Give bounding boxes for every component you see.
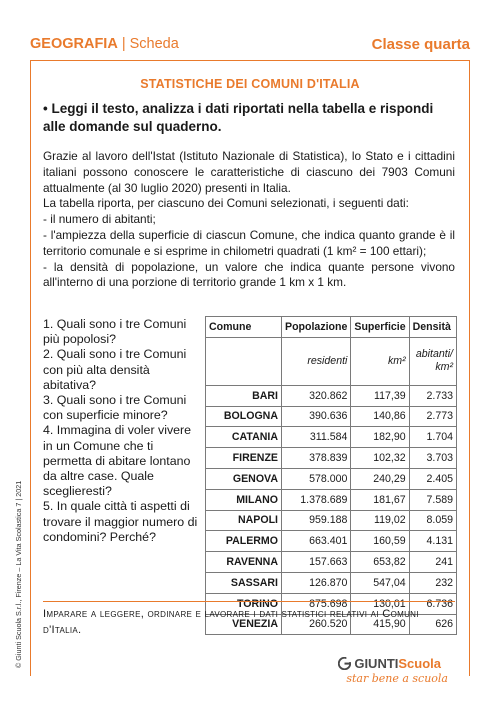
value-cell: 126.870 [282,572,351,593]
column-header-popolazione: Popolazione [282,317,351,338]
logo-main-text: GIUNTI [354,656,399,671]
table-row [206,489,457,510]
value-cell: 240,29 [351,468,409,489]
city-name-cell: BOLOGNA [206,406,282,427]
value-cell: 378.839 [282,448,351,469]
value-cell: 130,01 [351,593,409,614]
table-row [206,552,457,573]
value-cell: 181,67 [351,489,409,510]
instruction-text: • Leggi il testo, analizza i dati riportati nella tabella e rispondi alle domande sul quaderno. [43,101,434,134]
question-item: 2. Quali sono i tre Comuni con più alta densità abitativa? [43,347,187,392]
value-cell: 117,39 [351,385,409,406]
unit-cell [206,337,282,385]
value-cell: 311.584 [282,427,351,448]
value-cell: 1.704 [409,427,456,448]
statistics-table [205,316,457,635]
value-cell: 182,90 [351,427,409,448]
publisher-logo [338,656,448,685]
city-name-cell: PALERMO [206,531,282,552]
copyright-credit: © Giunti Scuola S.r.l., Firenze – La Vita Scolastica 7 | 2021 [14,480,23,668]
divider [43,601,455,602]
table-row [206,510,457,531]
value-cell: 260.520 [282,614,351,635]
value-cell: 241 [409,552,456,573]
city-name-cell: RAVENNA [206,552,282,573]
value-cell: 959.188 [282,510,351,531]
unit-cell: km² [351,337,409,385]
table-row [206,406,457,427]
city-name-cell: MILANO [206,489,282,510]
value-cell: 2.773 [409,406,456,427]
column-header-superficie: Superficie [351,317,409,338]
intro-paragraph: - la densità di popolazione, un valore che indica quante persone vivono all'interno di una porzione di territorio grande 1 km x 1 km. [43,259,455,290]
value-cell: 8.059 [409,510,456,531]
table-row [206,448,457,469]
value-cell: 7.589 [409,489,456,510]
table-row [206,427,457,448]
value-cell: 653,82 [351,552,409,573]
city-name-cell: BARI [206,385,282,406]
unit-cell: residenti [282,337,351,385]
value-cell: 4.131 [409,531,456,552]
value-cell: 1.378.689 [282,489,351,510]
subject-label: GEOGRAFIA [30,36,118,52]
sheet-type-label: Scheda [129,36,179,52]
header-subject [30,36,179,52]
value-cell: 160,59 [351,531,409,552]
worksheet-title: STATISTICHE DEI COMUNI D'ITALIA [140,77,360,91]
logo-wordmark [338,656,448,671]
value-cell: 390.636 [282,406,351,427]
city-name-cell: FIRENZE [206,448,282,469]
logo-tagline: star bene a scuola [346,672,448,685]
city-name-cell: CATANIA [206,427,282,448]
table-row [206,572,457,593]
question-item: 4. Immagina di voler vivere in un Comune che ti permetta di abitare lontano da altre case. Quale sceglieresti? [43,423,192,499]
value-cell: 102,32 [351,448,409,469]
city-name-cell: SASSARI [206,572,282,593]
table-row [206,531,457,552]
table-units-row [206,337,457,385]
value-cell: 6.736 [409,593,456,614]
question-item: 1. Quali sono i tre Comuni più popolosi? [43,317,187,347]
question-item: 3. Quali sono i tre Comuni con superficie minore? [43,393,187,423]
table-row [206,385,457,406]
question-item: 5. In quale città ti aspetti di trovare il maggior numero di condomini? Perché? [43,499,198,544]
value-cell: 2.733 [409,385,456,406]
unit-cell: abitanti/ km² [409,337,456,385]
questions-list [43,317,203,545]
column-header-densita: Densità [409,317,456,338]
city-name-cell: VENEZIA [206,614,282,635]
table-header-row [206,317,457,338]
city-name-cell: NAPOLI [206,510,282,531]
value-cell: 119,02 [351,510,409,531]
learning-objective: Imparare a leggere, ordinare e lavorare i dati statistici relativi ai Comuni d'Italia. [43,608,419,636]
value-cell: 320.862 [282,385,351,406]
table-row [206,468,457,489]
city-name-cell: GENOVA [206,468,282,489]
column-header-comune: Comune [206,317,282,338]
city-name-cell: TORINO [206,593,282,614]
value-cell: 232 [409,572,456,593]
value-cell: 663.401 [282,531,351,552]
header-separator: | [121,36,126,52]
worksheet-frame [30,60,470,676]
value-cell: 626 [409,614,456,635]
value-cell: 3.703 [409,448,456,469]
value-cell: 875.698 [282,593,351,614]
intro-paragraph: La tabella riporta, per ciascuno dei Comuni selezionati, i seguenti dati: [43,196,409,211]
value-cell: 140,86 [351,406,409,427]
value-cell: 547,04 [351,572,409,593]
value-cell: 2.405 [409,468,456,489]
giunti-g-icon [338,657,351,670]
value-cell: 578.000 [282,468,351,489]
page-header [30,34,470,54]
intro-paragraph: - l'ampiezza della superficie di ciascun Comune, che indica quanto grande è il territorio comunale e si esprime in chilometri quadrati (1 km² = 100 ettari); [43,227,455,258]
intro-paragraph: Grazie al lavoro dell'Istat (Istituto Nazionale di Statistica), lo Stato e i cittadini italiani possono conoscere le caratteristiche di ciascuno dei 7903 Comuni attualmente (al 30 luglio 2020) presenti in Italia. [43,149,455,195]
intro-paragraph: - il numero di abitanti; [43,212,156,227]
table-body [206,385,457,635]
intro-text [43,149,455,291]
logo-accent-text: Scuola [398,656,442,671]
value-cell: 157.663 [282,552,351,573]
value-cell: 415,90 [351,614,409,635]
grade-label: Classe quarta [371,35,470,53]
